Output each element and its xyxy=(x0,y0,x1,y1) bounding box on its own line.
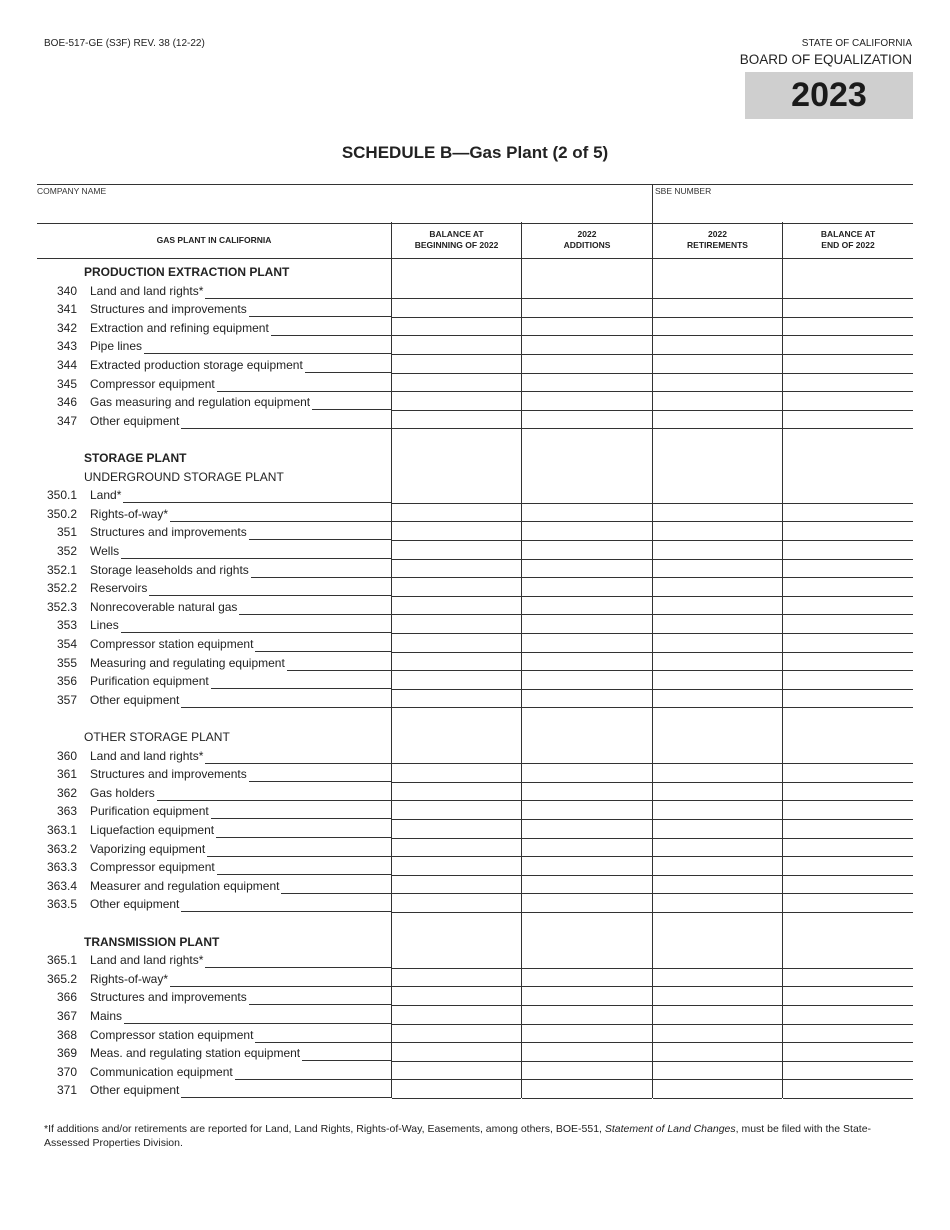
line-number: 360 xyxy=(56,748,77,763)
table-row xyxy=(37,299,913,318)
description-leader-line xyxy=(181,1097,391,1098)
line-description: Other equipment xyxy=(90,897,180,912)
line-description: Nonrecoverable natural gas xyxy=(90,599,238,614)
line-number: 361 xyxy=(56,767,77,782)
line-description: Meas. and regulating station equipment xyxy=(90,1046,301,1061)
table-row xyxy=(37,560,913,579)
line-description: Extracted production storage equipment xyxy=(90,358,303,372)
footnote xyxy=(44,1122,914,1150)
line-number: 352.1 xyxy=(46,562,77,577)
schedule-grid xyxy=(37,222,913,1102)
board-label: BOARD OF EQUALIZATION xyxy=(739,52,912,67)
line-description: Structures and improvements xyxy=(90,990,247,1005)
line-number: 352.2 xyxy=(46,581,77,596)
table-row xyxy=(37,913,913,932)
section-heading: TRANSMISSION PLANT xyxy=(84,934,220,949)
page-title: SCHEDULE B—Gas Plant (2 of 5) xyxy=(341,143,609,162)
table-row xyxy=(37,262,913,281)
table-row xyxy=(37,876,913,895)
line-description: Gas measuring and regulation equipment xyxy=(90,395,311,410)
line-number: 350.2 xyxy=(46,506,77,521)
table-row xyxy=(37,653,913,672)
table-row xyxy=(37,597,913,616)
table-row xyxy=(37,764,913,783)
table-row xyxy=(37,504,913,523)
line-number: 363.2 xyxy=(46,841,77,856)
state-label: STATE OF CALIFORNIA xyxy=(801,38,912,49)
line-description: Compressor station equipment xyxy=(90,1027,254,1042)
table-row xyxy=(37,429,913,448)
table-row xyxy=(37,801,913,820)
line-description: Communication equipment xyxy=(90,1064,233,1079)
line-number: 367 xyxy=(56,1009,77,1023)
line-number: 345 xyxy=(56,376,77,391)
table-row xyxy=(37,485,913,504)
table-row xyxy=(37,1006,913,1025)
table-row xyxy=(37,820,913,839)
footnote-form-title: Statement of Land Changes xyxy=(604,1123,736,1135)
table-row xyxy=(37,969,913,988)
table-row xyxy=(37,281,913,300)
line-description: Other equipment xyxy=(90,1083,180,1098)
line-number: 365.2 xyxy=(46,971,77,986)
table-row xyxy=(37,336,913,355)
line-description: Land and land rights* xyxy=(90,283,204,298)
subsection-heading: UNDERGROUND STORAGE PLANT xyxy=(84,469,284,484)
table-row xyxy=(37,1025,913,1044)
line-number: 352.3 xyxy=(46,599,77,614)
subsection-heading: OTHER STORAGE PLANT xyxy=(84,730,230,744)
year-box xyxy=(745,72,913,119)
amount-cell-balance-beginning[interactable] xyxy=(392,1098,521,1099)
table-row xyxy=(37,522,913,541)
line-number: 350.1 xyxy=(46,488,77,503)
table-row xyxy=(37,392,913,411)
line-number: 343 xyxy=(56,339,77,354)
line-number: 363 xyxy=(56,804,77,819)
table-row xyxy=(37,932,913,951)
table-row xyxy=(37,355,913,374)
line-number: 353 xyxy=(56,618,77,633)
line-number: 351 xyxy=(56,525,77,540)
amount-cell-balance-end[interactable] xyxy=(783,1098,913,1099)
section-heading: PRODUCTION EXTRACTION PLANT xyxy=(84,265,290,279)
table-row xyxy=(37,857,913,876)
line-description: Liquefaction equipment xyxy=(90,823,215,837)
amount-cell-retirements[interactable] xyxy=(653,1098,782,1099)
table-row xyxy=(37,1043,913,1062)
line-description: Purification equipment xyxy=(90,674,209,689)
line-description: Other equipment xyxy=(90,413,180,428)
line-description: Mains xyxy=(90,1009,123,1023)
column-header-additions: 2022 ADDITIONS xyxy=(563,229,611,250)
line-number: 344 xyxy=(56,358,77,372)
company-name-label: COMPANY NAME xyxy=(37,186,107,196)
line-description: Compressor station equipment xyxy=(90,637,254,651)
line-number: 352 xyxy=(56,544,77,558)
table-row xyxy=(37,783,913,802)
line-description: Purification equipment xyxy=(90,804,209,819)
line-description: Gas holders xyxy=(90,785,155,800)
table-row xyxy=(37,950,913,969)
line-description: Storage leaseholds and rights xyxy=(90,562,249,577)
line-number: 363.5 xyxy=(46,897,77,912)
column-header-retirements: 2022 RETIREMENTS xyxy=(687,229,748,250)
line-number: 357 xyxy=(56,692,77,707)
table-row xyxy=(37,690,913,709)
line-number: 347 xyxy=(56,413,77,428)
line-number: 363.1 xyxy=(46,823,77,837)
line-description: Structures and improvements xyxy=(90,767,247,782)
table-row xyxy=(37,727,913,746)
table-row xyxy=(37,448,913,467)
line-description: Pipe lines xyxy=(90,339,143,354)
line-description: Land* xyxy=(90,488,122,503)
column-header-description: GAS PLANT IN CALIFORNIA xyxy=(156,234,272,245)
footnote-text: *If additions and/or retirements are reported for Land, Land Rights, Rights-of-Way, Easements, among others, BOE-551, xyxy=(44,1123,605,1135)
table-row xyxy=(37,318,913,337)
line-description: Structures and improvements xyxy=(90,525,247,540)
table-row xyxy=(37,541,913,560)
line-description: Compressor equipment xyxy=(90,860,215,875)
amount-cell-additions[interactable] xyxy=(522,1098,652,1099)
line-number: 368 xyxy=(56,1027,77,1042)
table-row xyxy=(37,671,913,690)
line-description: Extraction and refining equipment xyxy=(90,320,269,335)
line-description: Compressor equipment xyxy=(90,376,215,391)
year: 2023 xyxy=(791,76,867,114)
form-id: BOE-517-GE (S3F) REV. 38 (12-22) xyxy=(44,38,205,49)
line-number: 362 xyxy=(56,785,77,800)
table-row xyxy=(37,1080,913,1099)
line-description: Lines xyxy=(90,618,119,633)
line-description: Land and land rights* xyxy=(90,953,204,968)
table-row xyxy=(37,578,913,597)
line-description: Structures and improvements xyxy=(90,302,247,317)
line-description: Rights-of-way* xyxy=(90,506,169,521)
column-header-balance-end: BALANCE AT END OF 2022 xyxy=(820,229,876,250)
table-row xyxy=(37,411,913,430)
section-heading: STORAGE PLANT xyxy=(84,451,187,465)
table-row xyxy=(37,708,913,727)
column-header-balance-beginning: BALANCE AT BEGINNING OF 2022 xyxy=(414,229,499,250)
line-description: Wells xyxy=(90,544,120,558)
table-row xyxy=(37,634,913,653)
line-number: 346 xyxy=(56,395,77,410)
table-row xyxy=(37,1062,913,1081)
table-row xyxy=(37,467,913,486)
line-number: 341 xyxy=(56,302,77,317)
sbe-number-field[interactable] xyxy=(655,185,913,223)
line-number: 355 xyxy=(56,655,77,670)
line-number: 354 xyxy=(56,637,77,651)
line-number: 365.1 xyxy=(46,953,77,968)
table-row xyxy=(37,615,913,634)
line-number: 340 xyxy=(56,283,77,298)
line-number: 366 xyxy=(56,990,77,1005)
line-number: 356 xyxy=(56,674,77,689)
identification-row xyxy=(37,184,913,224)
line-description: Measurer and regulation equipment xyxy=(90,878,280,893)
line-description: Vaporizing equipment xyxy=(90,841,206,856)
line-description: Reservoirs xyxy=(90,581,148,596)
line-description: Measuring and regulating equipment xyxy=(90,655,285,670)
table-row xyxy=(37,839,913,858)
sbe-number-label: SBE NUMBER xyxy=(655,186,712,196)
line-number: 363.4 xyxy=(46,878,77,893)
table-row xyxy=(37,746,913,765)
line-number: 342 xyxy=(56,320,77,335)
table-row xyxy=(37,374,913,393)
company-name-field[interactable] xyxy=(37,185,653,223)
line-number: 370 xyxy=(56,1064,77,1079)
line-description: Other equipment xyxy=(90,692,180,707)
line-number: 363.3 xyxy=(46,860,77,875)
footnote-text-end: , must be filed with the State-Assessed Properties Division. xyxy=(44,1123,872,1149)
line-description: Land and land rights* xyxy=(90,748,204,763)
table-row xyxy=(37,894,913,913)
line-number: 371 xyxy=(56,1083,77,1098)
line-description: Rights-of-way* xyxy=(90,971,169,986)
table-row xyxy=(37,987,913,1006)
line-number: 369 xyxy=(56,1046,77,1061)
